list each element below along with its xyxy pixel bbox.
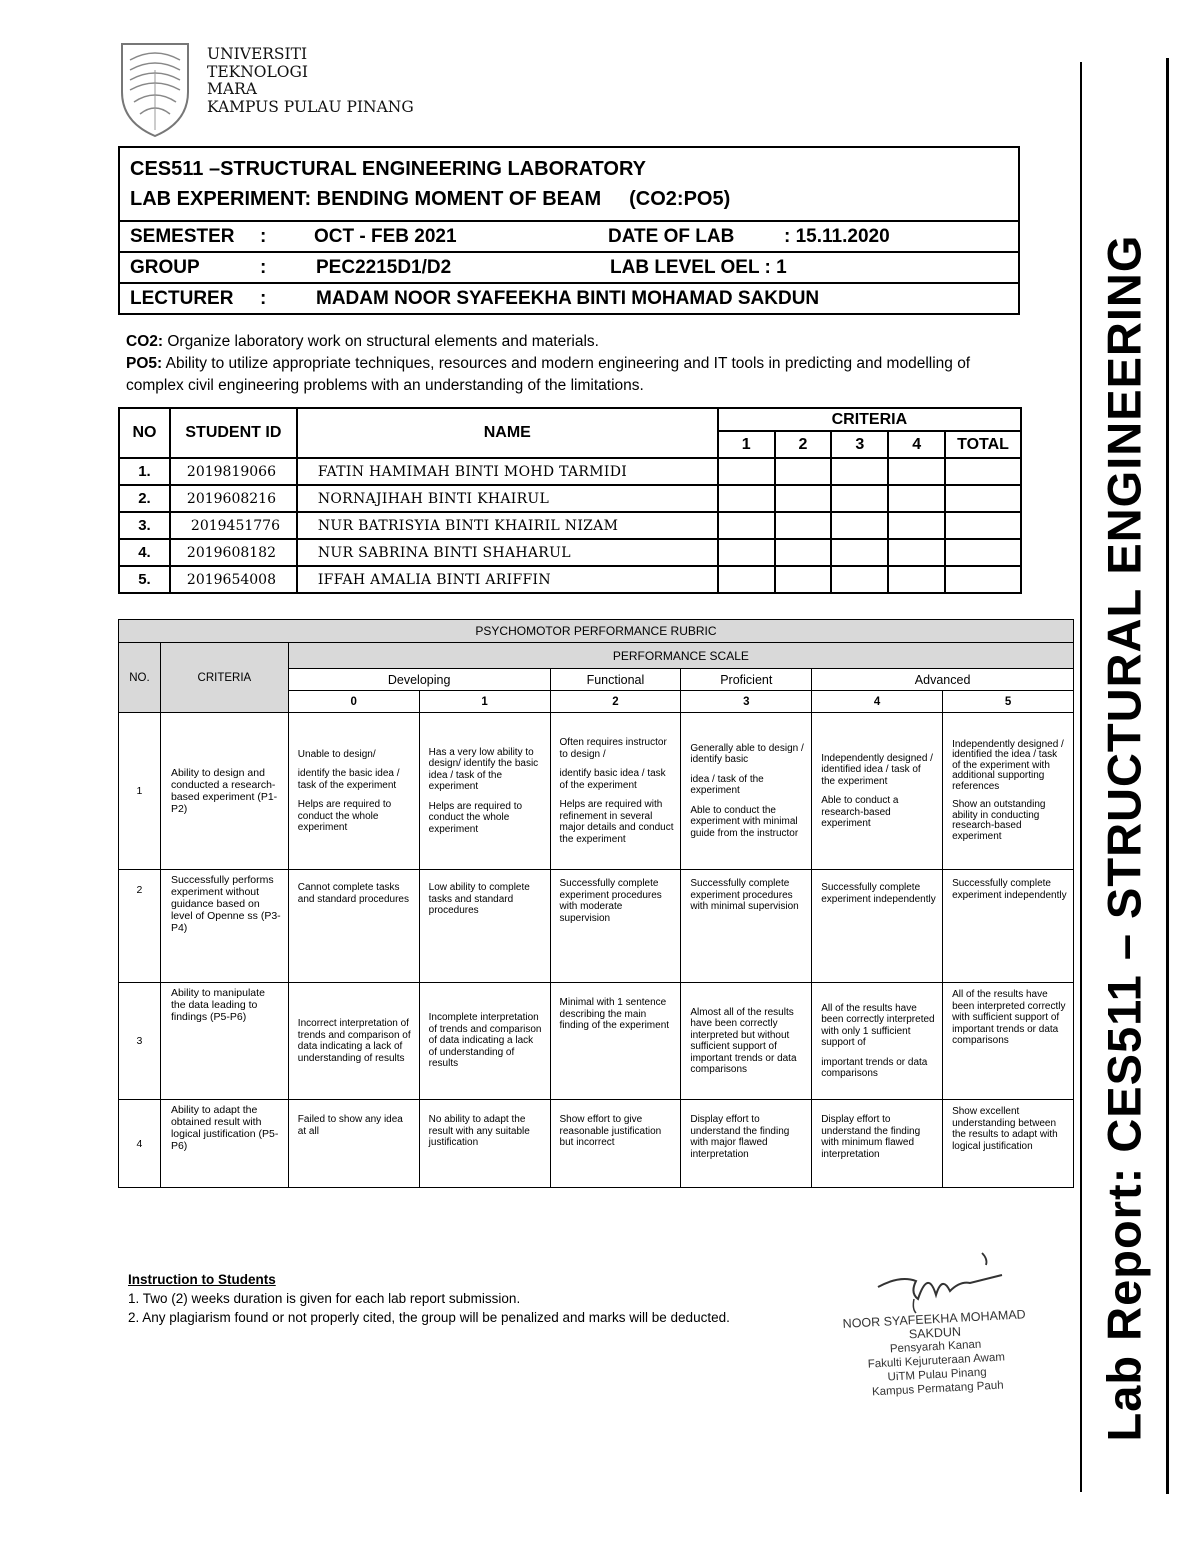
course-outcomes bbox=[126, 331, 1006, 397]
score-2: 2 bbox=[550, 691, 681, 713]
rubric-cell bbox=[812, 713, 943, 870]
university-line: UNIVERSITI bbox=[207, 45, 308, 63]
score-cell[interactable] bbox=[888, 566, 945, 593]
score-cell[interactable] bbox=[888, 539, 945, 566]
rubric-row bbox=[119, 870, 1074, 983]
stamp-name: NOOR SYAFEEKHA MOHAMAD SAKDUN bbox=[842, 1307, 1026, 1342]
po5-line bbox=[126, 353, 1006, 397]
lecturer-label: LECTURER bbox=[130, 288, 234, 309]
table-row bbox=[119, 485, 1021, 512]
total-cell[interactable] bbox=[945, 539, 1021, 566]
col-no: NO bbox=[119, 408, 170, 458]
rubric-cell: Cannot complete tasks and standard procedures bbox=[288, 870, 419, 983]
rubric-text: idea / task of the experiment bbox=[690, 773, 764, 797]
rubric-table bbox=[118, 619, 1074, 1188]
rubric-cell bbox=[288, 713, 419, 870]
table-row bbox=[119, 539, 1021, 566]
score-cell[interactable] bbox=[831, 539, 888, 566]
score-cell[interactable] bbox=[718, 512, 775, 539]
po5-text: Ability to utilize appropriate techniques, resources and modern engineering and IT tools in predicting and modelling of complex civil engineering problems with an understanding of the limitations. bbox=[126, 355, 971, 394]
student-id: 2019608216 bbox=[170, 485, 297, 512]
table-row bbox=[119, 512, 1021, 539]
score-cell[interactable] bbox=[775, 512, 832, 539]
university-name bbox=[207, 46, 414, 116]
score-cell[interactable] bbox=[888, 458, 945, 485]
rubric-text: All of the results have been correctly interpreted with only 1 sufficient support of bbox=[821, 1002, 935, 1048]
rubric-cell bbox=[550, 713, 681, 870]
group-row bbox=[120, 253, 1018, 284]
date-value: : 15.11.2020 bbox=[784, 226, 890, 247]
level-developing: Developing bbox=[288, 669, 550, 691]
rubric-cell bbox=[812, 983, 943, 1100]
semester-label: SEMESTER bbox=[130, 226, 235, 247]
group-colon: : bbox=[260, 257, 267, 278]
rubric-cell: Successfully complete experiment procedures with minimal supervision bbox=[681, 870, 812, 983]
col-criteria-1: 1 bbox=[718, 431, 775, 458]
rubric-criteria: Successfully performs experiment without guidance based on level of Openne ss (P3-P4) bbox=[160, 870, 288, 983]
score-1: 1 bbox=[419, 691, 550, 713]
co2-label: CO2: bbox=[126, 333, 164, 350]
rubric-cell: Incorrect interpretation of trends and comparison of data indicating a lack of understanding of results bbox=[288, 983, 419, 1100]
university-line: MARA bbox=[207, 80, 257, 98]
side-label: Lab Report: CES511 – STRUCTURAL ENGINEERING bbox=[1097, 234, 1151, 1442]
semester-value: OCT - FEB 2021 bbox=[314, 226, 457, 247]
score-cell[interactable] bbox=[718, 566, 775, 593]
semester-colon: : bbox=[260, 226, 267, 247]
rubric-cell: Low ability to complete tasks and standard procedures bbox=[419, 870, 550, 983]
score-cell[interactable] bbox=[831, 512, 888, 539]
date-label: DATE OF LAB bbox=[608, 226, 735, 247]
lecturer-value: MADAM NOOR SYAFEEKHA BINTI MOHAMAD SAKDUN bbox=[316, 288, 820, 309]
course-title: CES511 –STRUCTURAL ENGINEERING LABORATORY bbox=[130, 158, 647, 180]
col-total: TOTAL bbox=[945, 431, 1021, 458]
uitm-logo bbox=[116, 40, 194, 138]
score-cell[interactable] bbox=[775, 485, 832, 512]
total-cell[interactable] bbox=[945, 512, 1021, 539]
rubric-text: Helps are required with refinement in several major details and conduct the experiment bbox=[559, 799, 674, 845]
col-criteria-3: 3 bbox=[831, 431, 888, 458]
student-id: 2019654008 bbox=[170, 566, 297, 593]
rubric-criteria: Ability to manipulate the data leading to findings (P5-P6) bbox=[160, 983, 288, 1100]
rubric-text: identify the basic idea / task of the experiment bbox=[297, 768, 400, 791]
table-row bbox=[119, 566, 1021, 593]
rubric-cell: Minimal with 1 sentence describing the main finding of the experiment bbox=[550, 983, 681, 1100]
student-no: 3. bbox=[119, 512, 170, 539]
rubric-cell: Successfully complete experiment procedures with moderate supervision bbox=[550, 870, 681, 983]
student-no: 5. bbox=[119, 566, 170, 593]
instruction-item: 2. Any plagiarism found or not properly cited, the group will be penalized and marks will be deducted. bbox=[128, 1310, 730, 1325]
rubric-col-criteria: CRITERIA bbox=[160, 643, 288, 713]
student-no: 4. bbox=[119, 539, 170, 566]
student-name: IFFAH AMALIA BINTI ARIFFIN bbox=[297, 566, 718, 593]
group-value: PEC2215D1/D2 bbox=[316, 257, 452, 278]
score-cell[interactable] bbox=[831, 458, 888, 485]
side-divider-right bbox=[1166, 58, 1169, 1494]
rubric-text: Helps are required to conduct the whole experiment bbox=[428, 800, 523, 835]
rubric-criteria: Ability to adapt the obtained result with logical justification (P5-P6) bbox=[160, 1100, 288, 1188]
col-criteria-4: 4 bbox=[888, 431, 945, 458]
rubric-row-no: 4 bbox=[119, 1100, 161, 1188]
score-3: 3 bbox=[681, 691, 812, 713]
rubric-text: Often requires instructor to design / bbox=[559, 737, 667, 760]
stamp-faculty: Fakulti Kejuruteraan Awam bbox=[867, 1351, 1006, 1371]
instruction-item: 1. Two (2) weeks duration is given for each lab report submission. bbox=[128, 1291, 521, 1306]
rubric-text: Independently designed / identified the idea / task of the experiment with additional supporting references bbox=[952, 738, 1064, 792]
rubric-title: PSYCHOMOTOR PERFORMANCE RUBRIC bbox=[119, 620, 1074, 643]
rubric-cell bbox=[681, 713, 812, 870]
rubric-text: Has a very low ability to design/ identify the basic idea / task of the experiment bbox=[428, 746, 539, 793]
score-cell[interactable] bbox=[888, 512, 945, 539]
rubric-row-no: 2 bbox=[119, 870, 161, 983]
rubric-scale-title: PERFORMANCE SCALE bbox=[288, 643, 1073, 669]
rubric-row-no: 3 bbox=[119, 983, 161, 1100]
rubric-cell: Show excellent understanding between the results to adapt with logical justification bbox=[943, 1100, 1074, 1188]
lab-level: LAB LEVEL OEL : 1 bbox=[610, 257, 787, 278]
student-name: NORNAJIHAH BINTI KHAIRUL bbox=[297, 485, 718, 512]
rubric-col-no: NO. bbox=[119, 643, 161, 713]
experiment-name: LAB EXPERIMENT: BENDING MOMENT OF BEAM bbox=[130, 188, 602, 210]
rubric-cell: Display effort to understand the finding with major flawed interpretation bbox=[681, 1100, 812, 1188]
rubric-text: Able to conduct the experiment with minimal guide from the instructor bbox=[690, 804, 799, 839]
title-box bbox=[118, 146, 1020, 315]
score-cell[interactable] bbox=[775, 566, 832, 593]
rubric-row bbox=[119, 1100, 1074, 1188]
student-name: FATIN HAMIMAH BINTI MOHD TARMIDI bbox=[297, 458, 718, 485]
rubric-text: Unable to design/ bbox=[297, 748, 376, 760]
level-advanced: Advanced bbox=[812, 669, 1074, 691]
student-id: 2019819066 bbox=[170, 458, 297, 485]
university-line: KAMPUS PULAU PINANG bbox=[207, 97, 414, 116]
co2-line bbox=[126, 331, 1006, 353]
score-cell[interactable] bbox=[718, 539, 775, 566]
rubric-text: Able to conduct a research-based experiment bbox=[821, 795, 899, 829]
rubric-cell: Show effort to give reasonable justification but incorrect bbox=[550, 1100, 681, 1188]
co2-text: Organize laboratory work on structural elements and materials. bbox=[163, 333, 599, 350]
group-label: GROUP bbox=[130, 257, 200, 278]
rubric-row-no: 1 bbox=[119, 713, 161, 870]
rubric-text: identify basic idea / task of the experiment bbox=[559, 768, 666, 791]
po5-label: PO5: bbox=[126, 355, 163, 372]
rubric-text: Generally able to design / identify basic bbox=[690, 742, 804, 766]
instructions bbox=[128, 1270, 730, 1327]
course-title-row bbox=[120, 148, 1018, 222]
score-cell[interactable] bbox=[718, 485, 775, 512]
rubric-text: Show an outstanding ability in conducting research-based experiment bbox=[952, 799, 1046, 842]
stamp-location: Kampus Permatang Pauh bbox=[871, 1379, 1004, 1399]
side-divider-left bbox=[1080, 62, 1082, 1492]
score-cell[interactable] bbox=[718, 458, 775, 485]
student-no: 1. bbox=[119, 458, 170, 485]
rubric-cell: Successfully complete experiment independently bbox=[812, 870, 943, 983]
lecturer-colon: : bbox=[260, 288, 267, 309]
student-id: 2019608182 bbox=[170, 539, 297, 566]
rubric-cell bbox=[419, 713, 550, 870]
co-po-code: (CO2:PO5) bbox=[629, 188, 731, 210]
col-name: NAME bbox=[297, 408, 718, 458]
score-0: 0 bbox=[288, 691, 419, 713]
rubric-title-row bbox=[119, 620, 1074, 643]
experiment-title bbox=[130, 188, 730, 211]
student-no: 2. bbox=[119, 485, 170, 512]
rubric-cell: Display effort to understand the finding with minimum flawed interpretation bbox=[812, 1100, 943, 1188]
rubric-text: Helps are required to conduct the whole experiment bbox=[297, 799, 392, 833]
student-table bbox=[118, 407, 1022, 594]
col-criteria-2: 2 bbox=[775, 431, 832, 458]
university-line: TEKNOLOGI bbox=[207, 62, 309, 81]
rubric-cell: Successfully complete experiment independently bbox=[943, 870, 1074, 983]
official-stamp bbox=[834, 1307, 1038, 1401]
score-cell[interactable] bbox=[831, 485, 888, 512]
rubric-cell: Failed to show any idea at all bbox=[288, 1100, 419, 1188]
score-cell[interactable] bbox=[831, 566, 888, 593]
table-row bbox=[119, 458, 1021, 485]
score-cell[interactable] bbox=[888, 485, 945, 512]
rubric-criteria: Ability to design and conducted a research- based experiment (P1-P2) bbox=[160, 713, 288, 870]
rubric-cell: Incomplete interpretation of trends and comparison of data indicating a lack of understanding of results bbox=[419, 983, 550, 1100]
student-name: NUR BATRISYIA BINTI KHAIRIL NIZAM bbox=[297, 512, 718, 539]
lecturer-row bbox=[120, 284, 1018, 313]
rubric-cell bbox=[943, 713, 1074, 870]
score-cell[interactable] bbox=[775, 539, 832, 566]
stamp-campus: UiTM Pulau Pinang bbox=[887, 1366, 987, 1384]
student-name: NUR SABRINA BINTI SHAHARUL bbox=[297, 539, 718, 566]
semester-row bbox=[120, 222, 1018, 253]
rubric-row bbox=[119, 983, 1074, 1100]
level-proficient: Proficient bbox=[681, 669, 812, 691]
rubric-row bbox=[119, 713, 1074, 870]
level-functional: Functional bbox=[550, 669, 681, 691]
total-cell[interactable] bbox=[945, 566, 1021, 593]
score-4: 4 bbox=[812, 691, 943, 713]
rubric-text: important trends or data comparisons bbox=[821, 1056, 928, 1079]
table-header-row bbox=[119, 408, 1021, 431]
rubric-scale-row bbox=[119, 643, 1074, 669]
rubric-cell: Almost all of the results have been correctly interpreted but without sufficient support of important trends or data comparisons bbox=[681, 983, 812, 1100]
total-cell[interactable] bbox=[945, 458, 1021, 485]
instructions-heading: Instruction to Students bbox=[128, 1272, 276, 1287]
score-cell[interactable] bbox=[775, 458, 832, 485]
col-criteria: CRITERIA bbox=[718, 408, 1021, 431]
student-id: 2019451776 bbox=[170, 512, 297, 539]
signature bbox=[870, 1245, 1020, 1315]
col-student-id: STUDENT ID bbox=[170, 408, 297, 458]
score-5: 5 bbox=[943, 691, 1074, 713]
rubric-cell: No ability to adapt the result with any suitable justification bbox=[419, 1100, 550, 1188]
stamp-title: Pensyarah Kanan bbox=[889, 1338, 982, 1356]
rubric-cell: All of the results have been interpreted correctly with sufficient support of important trends or data comparisons bbox=[943, 983, 1074, 1100]
total-cell[interactable] bbox=[945, 485, 1021, 512]
rubric-text: Independently designed / identified idea / task of the experiment bbox=[821, 752, 933, 787]
